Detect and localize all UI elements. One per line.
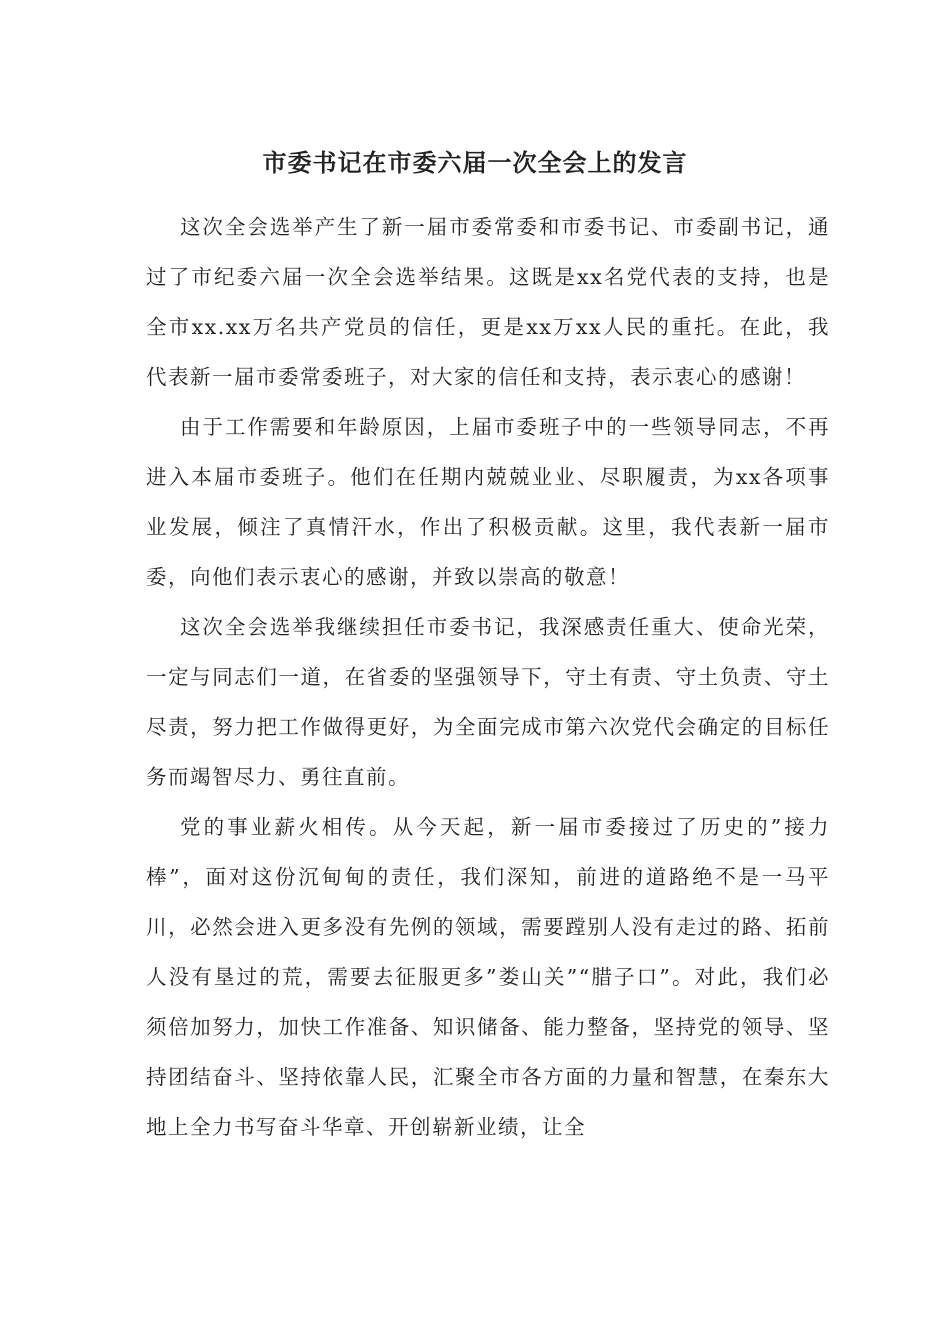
paragraph-1: 这次全会选举产生了新一届市委常委和市委书记、市委副书记，通过了市纪委六届一次全会选举结果。这既是xx名党代表的支持，也是全市xx.xx万名共产党员的信任，更是xx万xx人民的重托。在此，我代表新一届市委常委班子，对大家的信任和支持，表示衷心的感谢！ — [146, 215, 830, 389]
paragraph-3: 这次全会选举我继续担任市委书记，我深感责任重大、使命光荣，一定与同志们一道，在省委的坚强领导下，守土有责、守土负责、守土尽责，努力把工作做得更好，为全面完成市第六次党代会确定的目标任务而竭智尽力、勇往直前。 — [146, 615, 830, 789]
document-title: 市委书记在市委六届一次全会上的发言 — [262, 148, 688, 177]
paragraph-4: 党的事业薪火相传。从今天起，新一届市委接过了历史的”接力棒”，面对这份沉甸甸的责任，我们深知，前进的道路绝不是一马平川，必然会进入更多没有先例的领域，需要蹚别人没有走过的路、拓前人没有垦过的荒，需要去征服更多”娄山关”“腊子口”。对此，我们必须倍加努力，加快工作准备、知识储备、能力整备，坚持党的领导、坚持团结奋斗、坚持依靠人民，汇聚全市各方面的力量和智慧，在秦东大地上全力书写奋斗华章、开创崭新业绩，让全 — [146, 815, 830, 1139]
paragraph-2: 由于工作需要和年龄原因，上届市委班子中的一些领导同志，不再进入本届市委班子。他们在任期内兢兢业业、尽职履责，为xx各项事业发展，倾注了真情汗水，作出了积极贡献。这里，我代表新一届市委，向他们表示衷心的感谢，并致以崇高的敬意！ — [146, 415, 830, 589]
document-body — [146, 202, 830, 1152]
